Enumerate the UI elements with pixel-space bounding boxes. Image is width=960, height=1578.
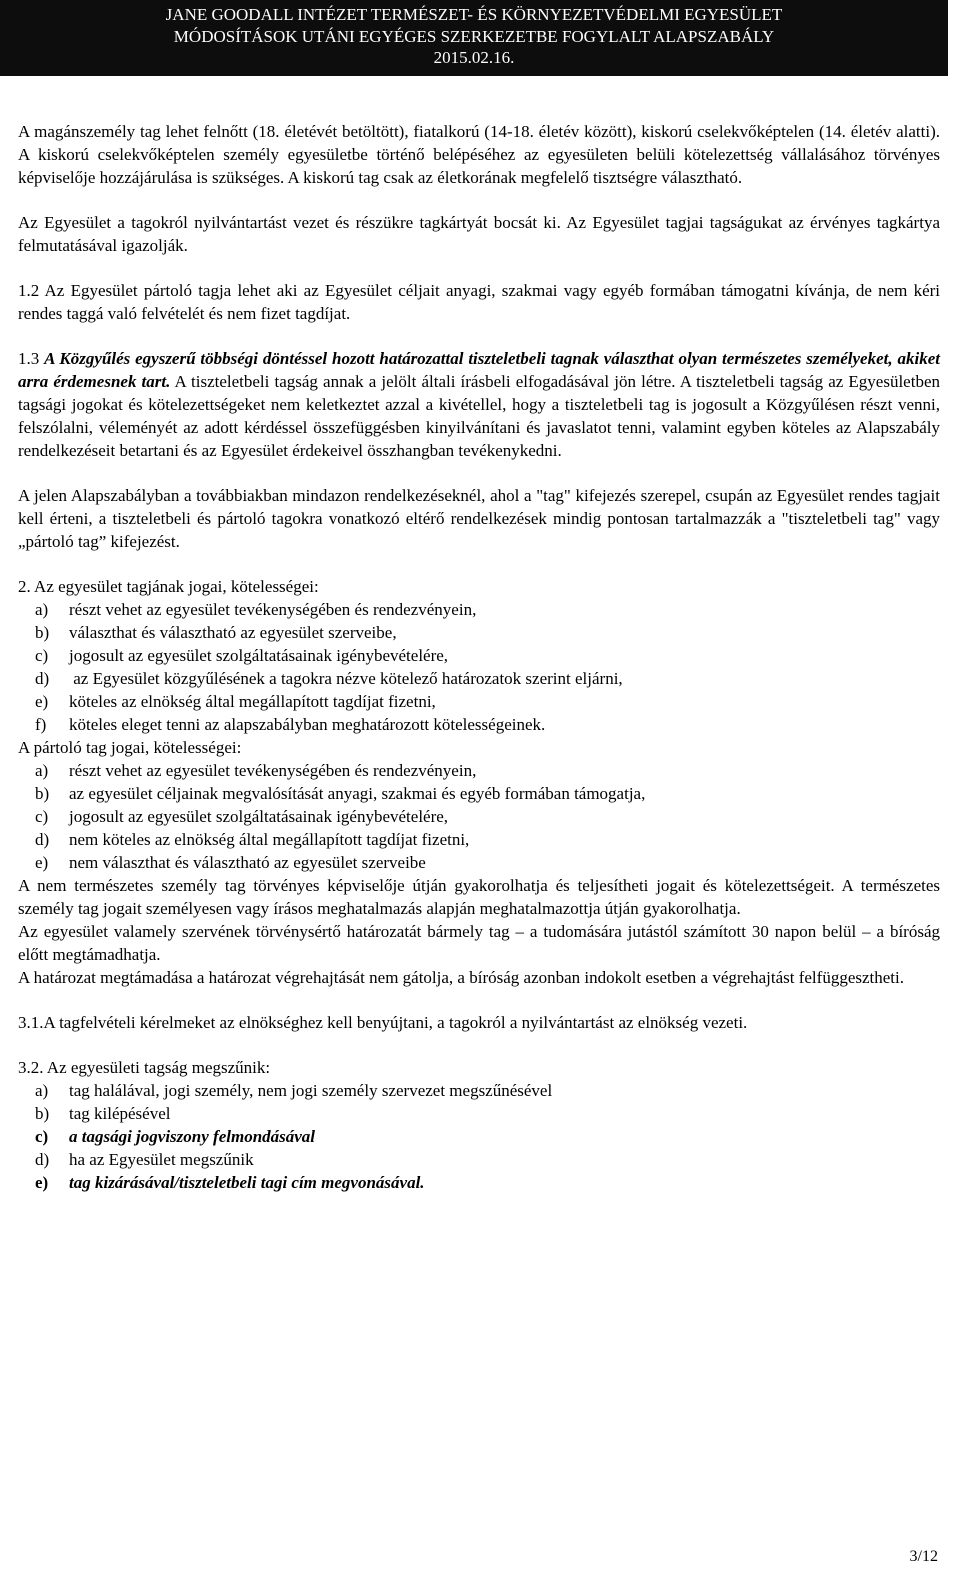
list-item-label: c) [35, 807, 49, 826]
list-item [18, 644, 940, 667]
list-item-label: e) [35, 1173, 49, 1192]
list-item-label: a) [35, 1081, 49, 1100]
list-item-text: a tagsági jogviszony felmondásával [69, 1127, 316, 1146]
section-member-rights-title: 2. Az egyesület tagjának jogai, kötelességei: [18, 577, 319, 596]
supporter-rights-list [18, 759, 940, 874]
list-item-label: f) [35, 715, 47, 734]
page-number: 3/12 [909, 1548, 938, 1565]
list-item [18, 667, 940, 690]
list-item-text: köteles eleget tenni az alapszabályban meghatározott kötelességeinek. [69, 715, 546, 734]
list-item-text: ha az Egyesület megszűnik [69, 1150, 254, 1169]
list-item [18, 1125, 940, 1148]
list-item [18, 690, 940, 713]
list-item-label: d) [35, 669, 50, 688]
list-item [18, 713, 940, 736]
membership-application-text: A tagfelvételi kérelmeket az elnökséghez kell benyújtani, a tagokról a nyilvántartást az elnökség vezeti. [43, 1013, 748, 1032]
list-item [18, 1102, 940, 1125]
list-item [18, 1079, 940, 1102]
list-item-text: az Egyesület közgyűlésének a tagokra nézve kötelező határozatok szerint eljárni, [69, 669, 623, 688]
member-rights-list [18, 598, 940, 736]
header-organization: JANE GOODALL INTÉZET TERMÉSZET- ÉS KÖRNYEZETVÉDELMI EGYESÜLET [165, 5, 783, 24]
header-date: 2015.02.16. [433, 48, 515, 67]
list-item-text: jogosult az egyesület szolgáltatásainak igénybevételére, [69, 807, 449, 826]
termination-list [18, 1079, 940, 1194]
list-item-text: tag kizárásával/tiszteletbeli tagi cím megvonásával. [69, 1173, 425, 1192]
honorary-member-text: A tiszteletbeli tagság annak a jelölt általi írásbeli elfogadásával jön létre. A tiszteletbeli tagság az Egyesületben tagsági jogokat és kötelezettségeket nem keletkeztet azzal a kivétellel, hogy a tiszteletbeli tag is jogosult a Közgyűlésen részt venni, felszólalni, véleményét az adott kérdéssel összefüggésben kinyilvánítani és javaslatot tenni, valamint egyben köteles az Alapszabály rendelkezéseit betartani és az Egyesület érdekeivel összhangban tevékenykedni. [18, 372, 940, 460]
paragraph-challenge-resolution: Az egyesület valamely szervének törvénysértő határozatát bármely tag – a tudomására jutástól számított 30 napon belül – a bíróság előtt megtámadhatja. [18, 922, 940, 964]
list-item-text: részt vehet az egyesület tevékenységében és rendezvényein, [69, 600, 477, 619]
list-item [18, 621, 940, 644]
list-item-label: a) [35, 600, 49, 619]
list-item-text: tag halálával, jogi személy, nem jogi személy szervezet megszűnésével [69, 1081, 553, 1100]
document-header [0, 0, 948, 76]
list-item-text: tag kilépésével [69, 1104, 171, 1123]
list-item [18, 1171, 940, 1194]
list-item [18, 805, 940, 828]
list-item [18, 598, 940, 621]
document-body [18, 120, 940, 1194]
list-item [18, 828, 940, 851]
paragraph-honorary-member [18, 347, 940, 462]
section-number: 1.3 [18, 349, 45, 368]
list-item-text: nem köteles az elnökség által megállapított tagdíjat fizetni, [69, 830, 470, 849]
header-document-title: MÓDOSÍTÁSOK UTÁNI EGYÉGES SZERKEZETBE FOGYLALT ALAPSZABÁLY [173, 26, 775, 46]
section-termination-title: 3.2. Az egyesületi tagság megszűnik: [18, 1058, 271, 1077]
paragraph-membership-application [18, 1011, 940, 1034]
list-item-text: részt vehet az egyesület tevékenységében és rendezvényein, [69, 761, 477, 780]
list-item [18, 1148, 940, 1171]
paragraph-supporting-member: 1.2 Az Egyesület pártoló tagja lehet aki az Egyesület céljait anyagi, szakmai vagy egyéb formában támogatni kívánja, de nem kéri rendes taggá való felvételét és nem fizet tagdíjat. [18, 281, 940, 323]
list-item-label: e) [35, 853, 49, 872]
list-item-label: b) [35, 623, 50, 642]
list-item-label: b) [35, 784, 50, 803]
section-supporter-rights-title: A pártoló tag jogai, kötelességei: [18, 738, 242, 757]
list-item-label: d) [35, 830, 50, 849]
honorary-member-emphasis: A Közgyűlés egyszerű többségi döntéssel hozott határozattal tiszteletbeli tagnak választhat olyan természetes személyeket, akiket arra érdemesnek tart. [18, 349, 940, 391]
list-item [18, 782, 940, 805]
list-item-label: a) [35, 761, 49, 780]
paragraph-member-registry: Az Egyesület a tagokról nyilvántartást vezet és részükre tagkártyát bocsát ki. Az Egyesület tagjai tagságukat az érvényes tagkártya felmutatásával igazolják. [18, 213, 940, 255]
list-item-text: jogosult az egyesület szolgáltatásainak igénybevételére, [69, 646, 449, 665]
list-item-text: nem választhat és választható az egyesület szerveibe [69, 853, 426, 872]
list-item-label: b) [35, 1104, 50, 1123]
paragraph-enforcement: A határozat megtámadása a határozat végrehajtását nem gátolja, a bíróság azonban indokolt esetben a végrehajtást felfüggesztheti. [18, 968, 904, 987]
list-item-text: az egyesület céljainak megvalósítását anyagi, szakmai és egyéb formában támogatja, [69, 784, 646, 803]
section-number: 3.1. [18, 1013, 44, 1032]
list-item [18, 759, 940, 782]
list-item [18, 851, 940, 874]
list-item-text: köteles az elnökség által megállapított tagdíjat fizetni, [69, 692, 436, 711]
paragraph-member-age: A magánszemély tag lehet felnőtt (18. életévét betöltött), fiatalkorú (14-18. életév között), kiskorú cselekvőképtelen (14. életév alatti). A kiskorú cselekvőképtelen személy egyesületbe történő belépéséhez az egyesületen belüli kötelezettség vállalásához törvényes képviselője hozzájárulása is szükséges. A kiskorú tag csak az életkorának megfelelő tisztségre választható. [18, 122, 940, 187]
list-item-label: e) [35, 692, 49, 711]
paragraph-tag-definition: A jelen Alapszabályban a továbbiakban mindazon rendelkezéseknél, ahol a "tag" kifejezés szerepel, csupán az Egyesület rendes tagjait kell érteni, a tiszteletbeli és pártoló tagokra vonatkozó eltérő rendelkezések mindig pontosan tartalmazzák a "tiszteletbeli tag" vagy „pártoló tag” kifejezést. [18, 486, 940, 551]
paragraph-legal-representative: A nem természetes személy tag törvényes képviselője útján gyakorolhatja és teljesítheti jogait és kötelezettségeit. A természetes személy tag jogait személyesen vagy írásos meghatalmazás alapján meghatalmazottja útján gyakorolhatja. [18, 876, 940, 918]
list-item-label: c) [35, 646, 49, 665]
list-item-label: d) [35, 1150, 50, 1169]
list-item-label: c) [35, 1127, 49, 1146]
list-item-text: választhat és választható az egyesület szerveibe, [69, 623, 397, 642]
